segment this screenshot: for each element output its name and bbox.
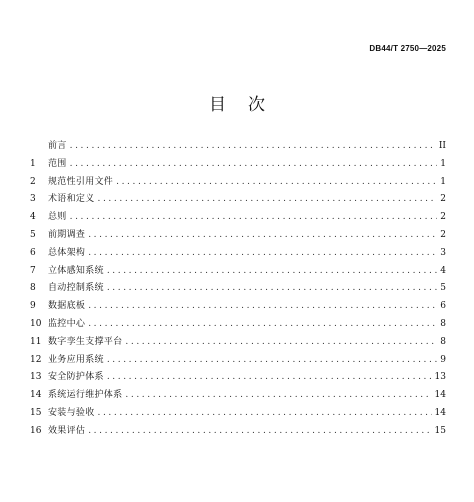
table-of-contents [30,141,446,444]
toc-dot-leader [88,248,437,258]
toc-dot-leader [107,372,432,382]
toc-entry-label: 立体感知系统 [48,265,104,276]
toc-entry[interactable] [30,426,446,436]
toc-dot-leader [70,141,436,151]
toc-entry-page: 14 [434,407,446,418]
toc-dot-leader [125,390,431,400]
toc-entry-page: 8 [440,336,446,347]
toc-entry[interactable] [30,337,446,347]
toc-dot-leader [98,194,438,204]
toc-entry-page: 9 [440,354,446,365]
toc-entry-page: 13 [434,372,446,383]
toc-entry-number: 13 [30,372,42,383]
toc-dot-leader [88,426,431,436]
toc-entry-number: 8 [30,283,36,294]
toc-dot-leader [70,212,438,222]
toc-entry-label: 业务应用系统 [48,354,104,365]
toc-entry-page: 2 [440,229,446,240]
toc-entry-label: 规范性引用文件 [48,176,114,187]
toc-dot-leader [88,319,437,329]
toc-entry[interactable] [30,159,446,169]
toc-entry[interactable] [30,194,446,204]
toc-entry-number: 16 [30,425,42,436]
toc-entry-page: 14 [434,390,446,401]
toc-dot-leader [107,283,437,293]
toc-entry-number: 15 [30,407,42,418]
toc-entry-label: 范围 [48,158,67,169]
toc-entry-label: 安装与验收 [48,407,95,418]
toc-entry-number: 6 [30,247,36,258]
toc-entry-label: 效果评估 [48,425,86,436]
toc-entry-number: 1 [30,158,36,169]
toc-entry-number: 2 [30,176,36,187]
toc-entry[interactable] [30,141,446,151]
toc-entry-label: 监控中心 [48,318,86,329]
toc-entry-number: 12 [30,354,42,365]
toc-entry-page: 4 [440,265,446,276]
toc-dot-leader [88,301,437,311]
toc-entry-label: 数据底板 [48,301,86,312]
toc-entry-label: 前期调查 [48,229,86,240]
toc-entry-page: 5 [440,283,446,294]
toc-entry-label: 自动控制系统 [48,283,104,294]
toc-entry-number: 7 [30,265,36,276]
toc-entry-number: 3 [30,194,36,205]
toc-entry-label: 总体架构 [48,247,86,258]
toc-entry[interactable] [30,212,446,222]
toc-entry-number: 11 [30,336,42,347]
toc-entry-label: 安全防护体系 [48,372,104,383]
toc-entry-page: 1 [440,158,446,169]
toc-entry-label: 总则 [48,212,67,223]
toc-dot-leader [70,159,438,169]
toc-dot-leader [98,408,432,418]
toc-entry[interactable] [30,301,446,311]
toc-entry-label: 术语和定义 [48,194,95,205]
toc-entry-page: 2 [440,194,446,205]
toc-entry-label: 系统运行维护体系 [48,390,123,401]
toc-entry[interactable] [30,390,446,400]
toc-entry[interactable] [30,408,446,418]
toc-entry-page: 8 [440,318,446,329]
toc-entry[interactable] [30,177,446,187]
toc-entry-number: 10 [30,318,42,329]
toc-entry-page: 1 [440,176,446,187]
table-of-contents-title: 目次 [209,95,287,115]
toc-dot-leader [107,355,437,365]
toc-entry-number: 4 [30,212,36,223]
toc-dot-leader [88,230,437,240]
toc-entry-page: 3 [440,247,446,258]
toc-entry-number: 9 [30,301,36,312]
toc-entry[interactable] [30,230,446,240]
toc-entry-label: 前言 [48,141,67,151]
toc-dot-leader [107,266,437,276]
toc-entry-number: 5 [30,229,36,240]
toc-entry-page: 15 [434,425,446,436]
toc-entry[interactable] [30,266,446,276]
toc-dot-leader [125,337,437,347]
toc-entry-page: II [438,141,446,151]
toc-entry[interactable] [30,319,446,329]
toc-entry-number: 14 [30,390,42,401]
toc-entry[interactable] [30,248,446,258]
toc-dot-leader [116,177,437,187]
toc-entry[interactable] [30,283,446,293]
toc-entry-label: 数字孪生支撑平台 [48,336,123,347]
toc-entry-page: 6 [440,301,446,312]
toc-entry[interactable] [30,372,446,382]
document-code: DB44/T 2750—2025 [369,44,446,53]
toc-entry[interactable] [30,355,446,365]
toc-entry-page: 2 [440,212,446,223]
